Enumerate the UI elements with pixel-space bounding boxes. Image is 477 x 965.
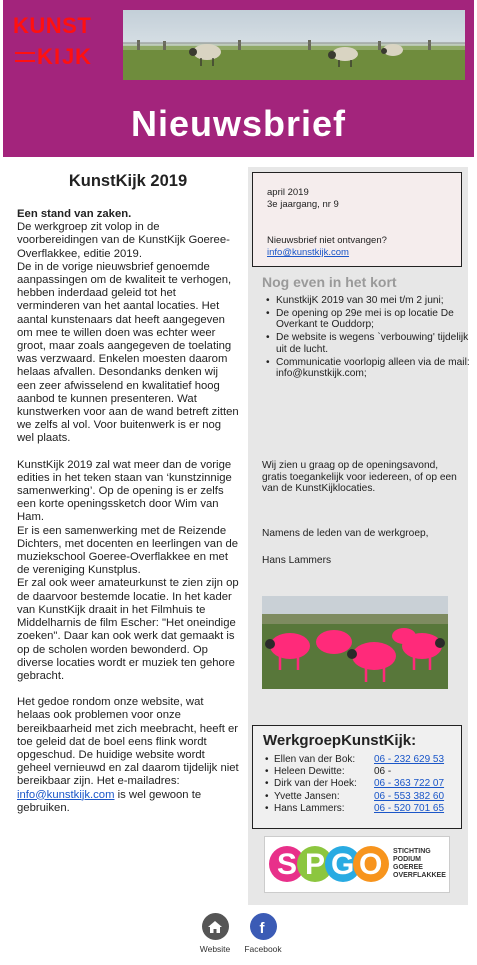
spgo-line: PODIUM [393,856,421,863]
svg-text:G: G [331,848,355,881]
svg-text:J: J [62,44,75,69]
summary-heading: Nog even in het kort [262,274,397,290]
member-phone: 06 - [374,766,392,778]
svg-text:K: K [37,44,53,69]
member-name: Ellen van der Bok: [274,754,356,765]
home-icon [202,913,229,940]
signature-line: Namens de leden van de werkgroep, [262,528,429,539]
sidebar [248,167,468,905]
member-name: Heleen Dewitte: [274,766,345,778]
spgo-logo[interactable] [264,836,450,893]
signature-name: Hans Lammers [262,555,332,566]
list-item: • De opening op 29e mei is op locatie De Overkant te Ouddorp; [276,308,472,331]
member-phone-link[interactable]: 06 - 363 722 07 [374,778,445,790]
spgo-line: OVERFLAKKEE [393,872,446,879]
email-link[interactable]: info@kunstkijk.com [17,788,115,801]
pink-sheep-photo [262,596,448,689]
member-list [265,754,455,815]
header-banner [3,0,474,157]
svg-text:K: K [75,44,91,69]
svg-text:I: I [54,44,61,69]
invitation-text: Wij zien u graag op de openingsavond, gratis toegankelijk voor iedereen, of op een van de KunstKijklocaties. [262,460,457,495]
list-item: • Communicatie voorlopig alleen via de mail: info@kunstkijk.com; [276,357,472,380]
facebook-label: Facebook [244,944,282,954]
article-paragraph: Het gedoe rondom onze website, wat helaas ook problemen voor onze bereikbaarheid met zich meebracht, heeft er toe geleid dat de boel eens flink wordt opgeschud. De huidige website wordt geheel vernieuwd en zal daarom tijdelijk niet bereikbaar zijn. Het e-mailadres: info@kunstkijk.com is wel gewoon te gebruiken. [17,696,239,814]
svg-text:P: P [305,848,326,881]
facebook-icon [250,913,277,940]
article-paragraph: KunstKijk 2019 zal wat meer dan de vorige edities in het teken staan van ‘kunstzinnige samenwerking’. Op de opening is er zelfs een korte openingssketch door Wim van Ham. [17,458,232,524]
facebook-button[interactable] [233,913,293,954]
kunstkijk-logo [11,10,119,72]
article-heading: KunstKijk 2019 [68,172,188,190]
spgo-line: STICHTING [393,848,431,855]
list-item [265,791,455,803]
article-paragraph: Er zal ook weer amateurkunst te zien zijn op de daarvoor bestemde locatie. In het kader van KunstKijk draait in het Filmhuis te Middelharnis de film Escher: "Het oneindige zoeken". Daar kan ook werk dat gemaakt is op de scholen worden bewonderd. Op diverse locaties wordt er muziek ten gehore gebracht. [17,577,239,682]
logo-text-bottom [13,42,117,72]
list-item [265,803,455,815]
summary-list [262,295,472,381]
working-group-box [252,725,462,829]
svg-text:O: O [359,848,383,881]
member-name: Hans Lammers: [274,802,345,814]
article-paragraph: Er is een samenwerking met de Reizende Dichters, met docenten en leerlingen van de muziekschool Goeree-Overflakkee en met de vereniging Kunstplus. [17,524,239,577]
issue-volume: 3e jaargang, nr 9 [267,199,339,210]
issue-info-box [252,172,462,267]
working-group-title: WerkgroepKunstKijk: [263,732,417,749]
spgo-line: GOEREE [393,864,423,871]
logo-text-top: KUNST [13,13,92,38]
svg-text:f: f [259,919,265,935]
newsletter [3,0,474,965]
list-item [265,766,455,778]
main-article [17,172,239,815]
member-name: Yvette Jansen: [274,790,340,802]
member-phone-link[interactable]: 06 - 553 382 60 [374,790,445,802]
svg-text:S: S [277,848,298,881]
newsletter-title: Nieuwsbrief [130,103,347,144]
issue-email-link[interactable]: info@kunstkijk.com [267,247,349,258]
article-paragraph: De werkgroep zit volop in de voorbereidingen van de KunstKijk Goeree-Overflakkee, editie 2019. [17,221,230,260]
article-intro-bold: Een stand van zaken. [17,208,132,220]
member-name: Dirk van der Hoek: [274,778,357,790]
not-received-text: Nieuwsbrief niet ontvangen? [267,235,387,246]
member-phone-link[interactable]: 06 - 520 701 65 [374,802,445,814]
list-item [265,754,455,766]
article-paragraph: De in de vorige nieuwsbrief genoemde aanpassingen om de kwaliteit te verhogen, hebben inderdaad geleid tot het verminderen van het aantal locaties. Het aantal kunstenaars dat heeft aangegeven om mee te willen doen was echter weer groot, maar zoals aangegeven de toelating was verzwaard. Enkelen moesten daarom helaas afvallen. Desondanks denken wij een zeer afwisselend en kwalitatief hoog aanbod te kunnen presenteren. Wat kunstwerken voor aan de wand betreft zitten we zelfs al vol. Voor buitenwerk is er nog wel plaats. [17,260,239,445]
website-label: Website [199,944,231,954]
sheep-field-banner-image [123,10,465,80]
member-phone-link[interactable]: 06 - 232 629 53 [374,754,445,765]
list-item: • KunstkijK 2019 van 30 mei t/m 2 juni; [276,295,472,307]
list-item [265,778,455,790]
issue-date: april 2019 [267,187,309,198]
list-item: • De website is wegens `verbouwing' tijdelijk uit de lucht. [276,332,472,355]
